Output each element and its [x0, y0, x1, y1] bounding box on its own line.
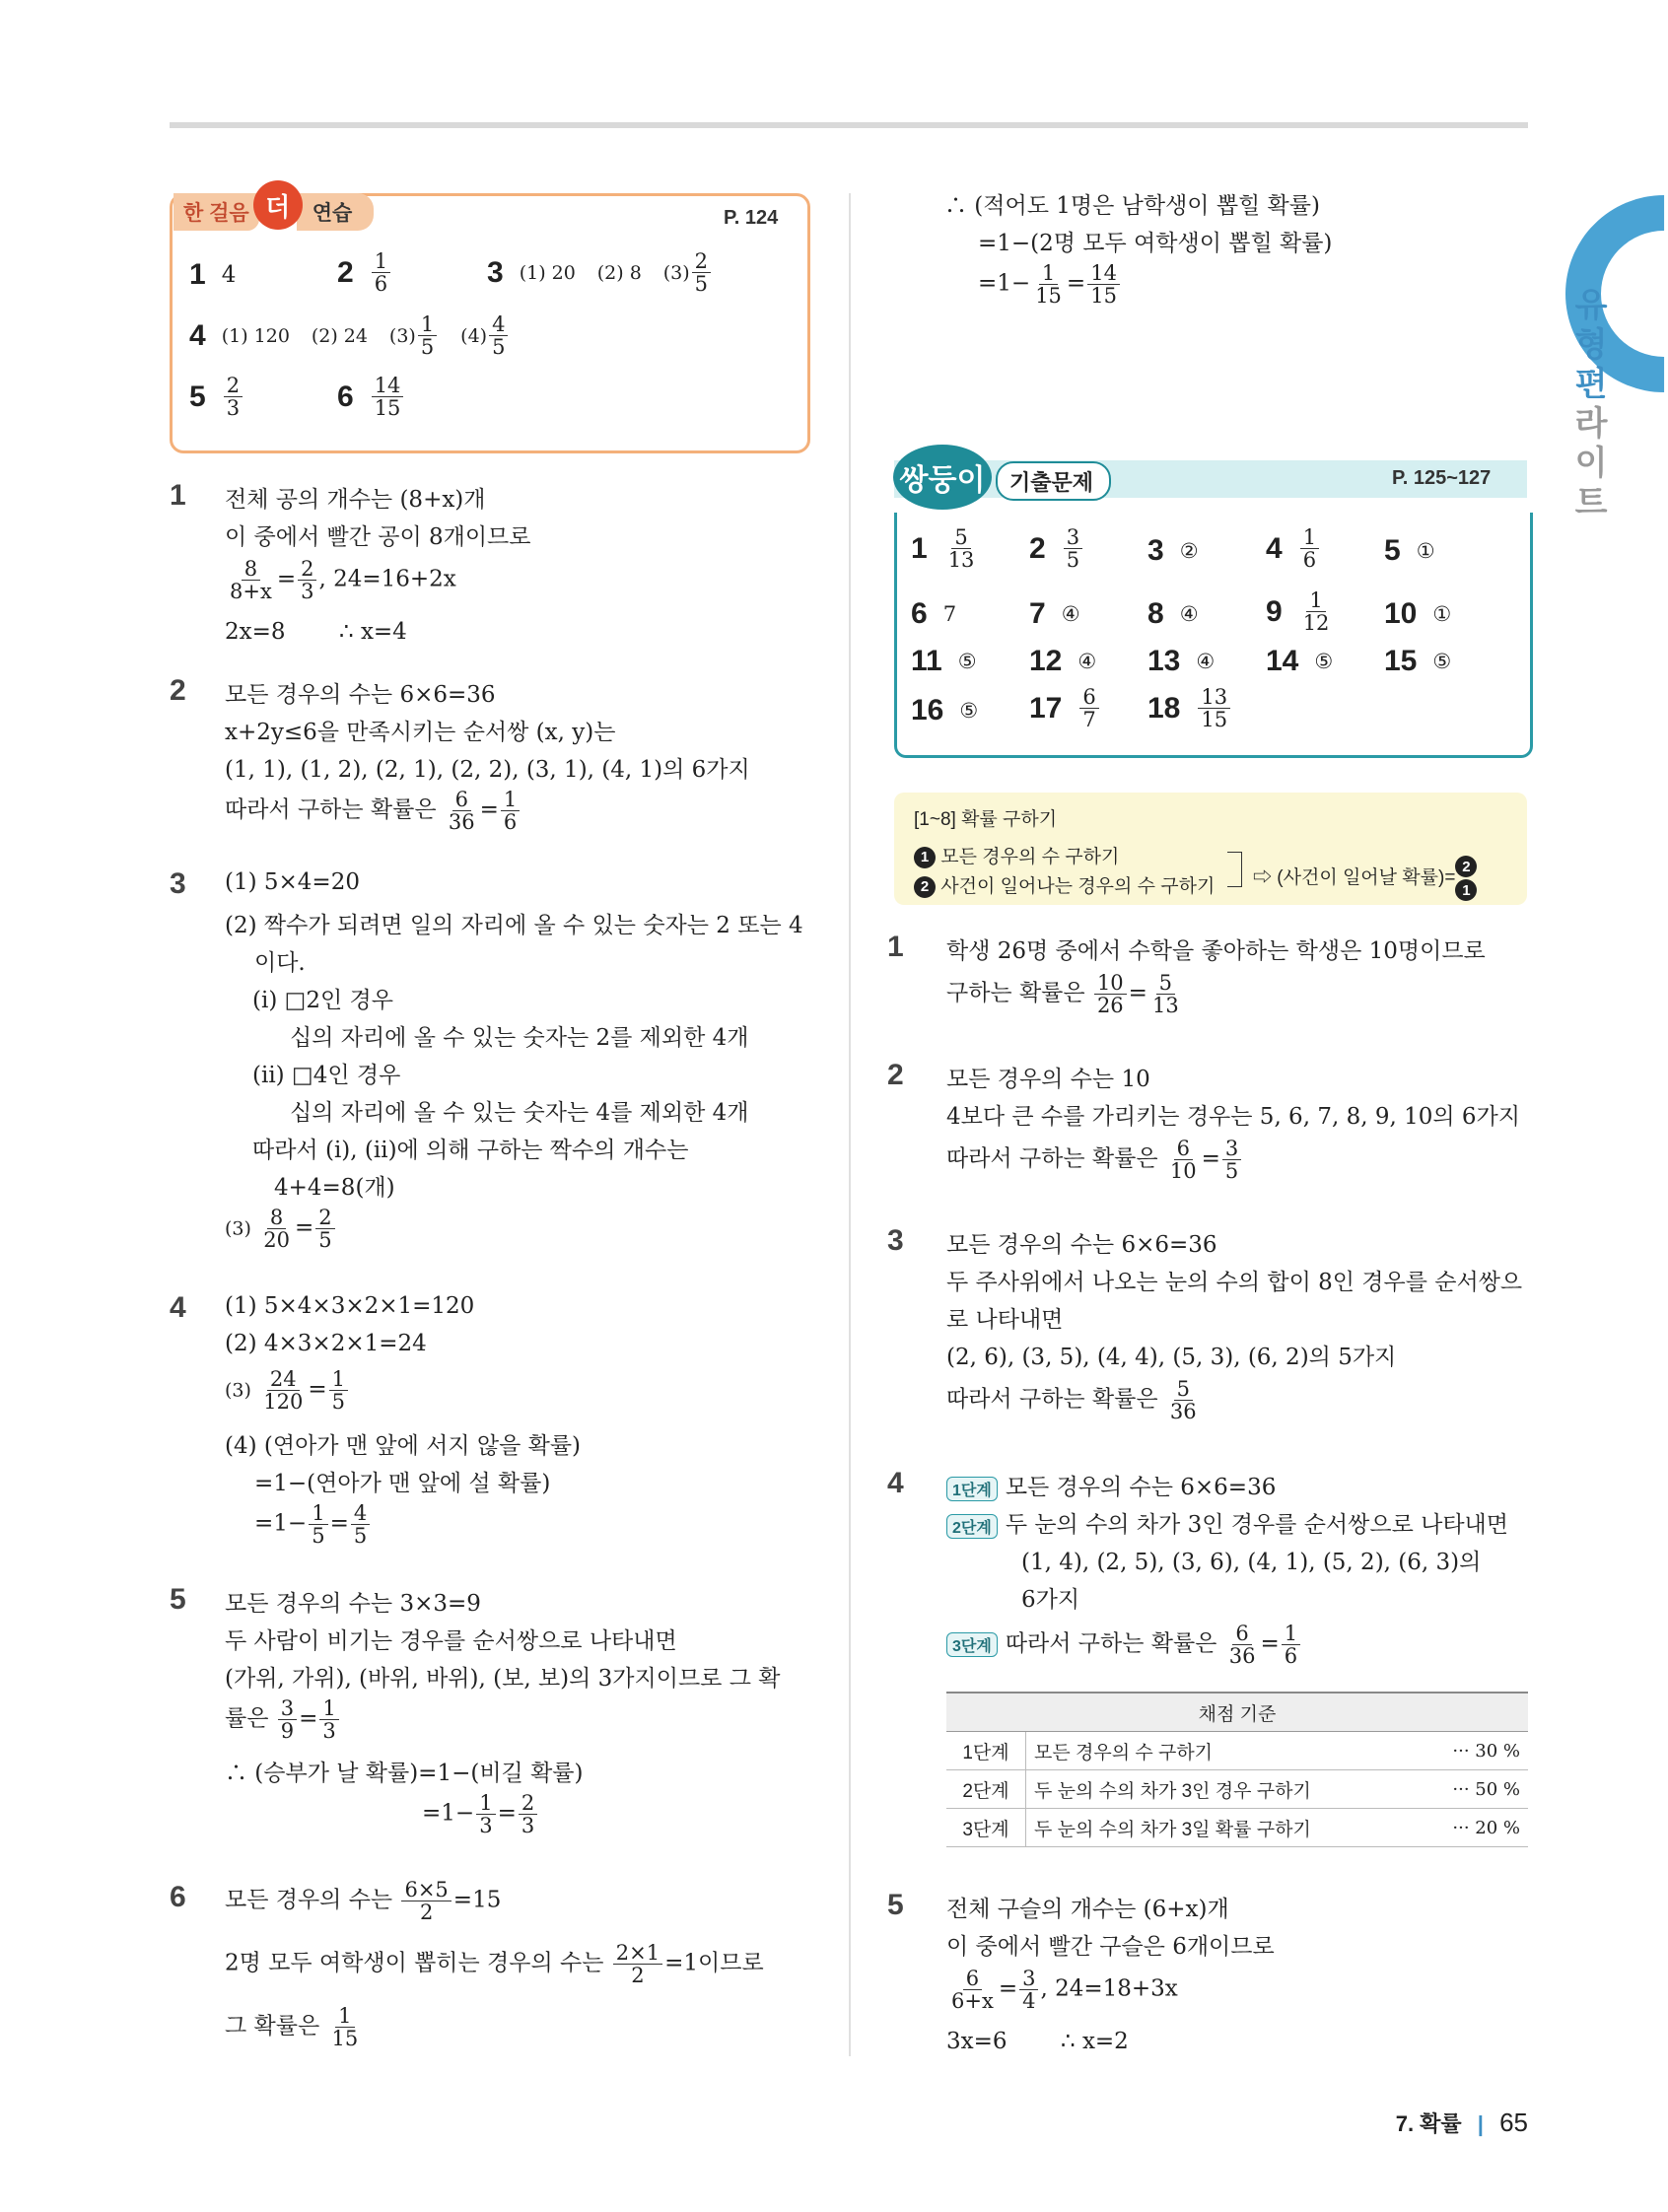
table-row: 3단계 두 눈의 수의 차가 3일 확률 구하기 ··· 20 % — [946, 1809, 1528, 1847]
quick-answer: 5 2 3 — [189, 375, 244, 419]
quick-answer: 2 1 6 — [337, 250, 392, 295]
exam-answer: 9 1 12 — [1266, 588, 1330, 636]
exam-title: 기출문제 — [996, 461, 1111, 501]
exam-answer: 18 13 15 — [1147, 686, 1232, 730]
exam-answer: 15 ⑤ — [1384, 645, 1452, 677]
page-ref: P. 124 — [724, 207, 779, 229]
column-divider — [849, 193, 851, 2056]
exam-answer: 16 ⑤ — [911, 694, 979, 726]
hint-box: [1~8] 확률 구하기 1 모든 경우의 수 구하기 2 사건이 일어나는 경우의 수 구하기 ⇨ (사건이 일어날 확률)= 2 1 — [894, 793, 1527, 905]
tag-left: 한 걸음 — [174, 193, 259, 231]
section-tag — [174, 193, 374, 231]
table-row: 2단계 두 눈의 수의 차가 3인 경우 구하기 ··· 50 % — [946, 1770, 1528, 1809]
side-tab-label: 유 형 편 라 이 트 — [1574, 287, 1608, 521]
exam-answer: 12 ④ — [1029, 645, 1097, 677]
exam-answer: 6 7 — [911, 597, 957, 630]
exam-answer: 4 1 6 — [1266, 526, 1321, 571]
exam-answer: 3 ② — [1147, 534, 1199, 567]
exam-answer: 8 ④ — [1147, 597, 1199, 630]
top-rule — [170, 122, 1528, 128]
footer-chapter: 7. 확률 — [1395, 2111, 1462, 2136]
exam-answer: 10 ① — [1384, 597, 1452, 630]
tag-right: 연습 — [297, 193, 375, 231]
quick-answer: 6 14 15 — [337, 375, 405, 419]
quick-answer: 1 4 — [189, 258, 237, 291]
table-row: 1단계 모든 경우의 수 구하기 ··· 30 % — [946, 1732, 1528, 1770]
page-number: 65 — [1499, 2108, 1528, 2137]
exam-answer: 5 ① — [1384, 534, 1435, 567]
exam-answer: 17 6 7 — [1029, 686, 1101, 730]
quick-answer: 3 (1) 20 (2) 8 (3) 2 5 — [487, 250, 713, 295]
exam-answer: 2 3 5 — [1029, 526, 1084, 571]
grading-table-header: 채점 기준 — [946, 1693, 1528, 1732]
grading-table — [946, 1692, 1528, 1847]
exam-answer: 1 5 13 — [911, 525, 975, 573]
exam-answer: 14 ⑤ — [1266, 645, 1334, 677]
exam-answer: 11 ⑤ — [911, 645, 977, 677]
exam-answer: 7 ④ — [1029, 597, 1080, 630]
exam-page-ref: P. 125~127 — [1392, 467, 1492, 489]
tag-circle: 더 — [253, 180, 303, 230]
footer: 7. 확률 | 65 — [1395, 2108, 1528, 2137]
exam-answer: 13 ④ — [1147, 645, 1216, 677]
quick-answer: 4 (1) 120 (2) 24 (3) 1 5 (4) 4 5 — [189, 313, 510, 358]
exam-badge: 쌍둥이 — [893, 445, 992, 510]
